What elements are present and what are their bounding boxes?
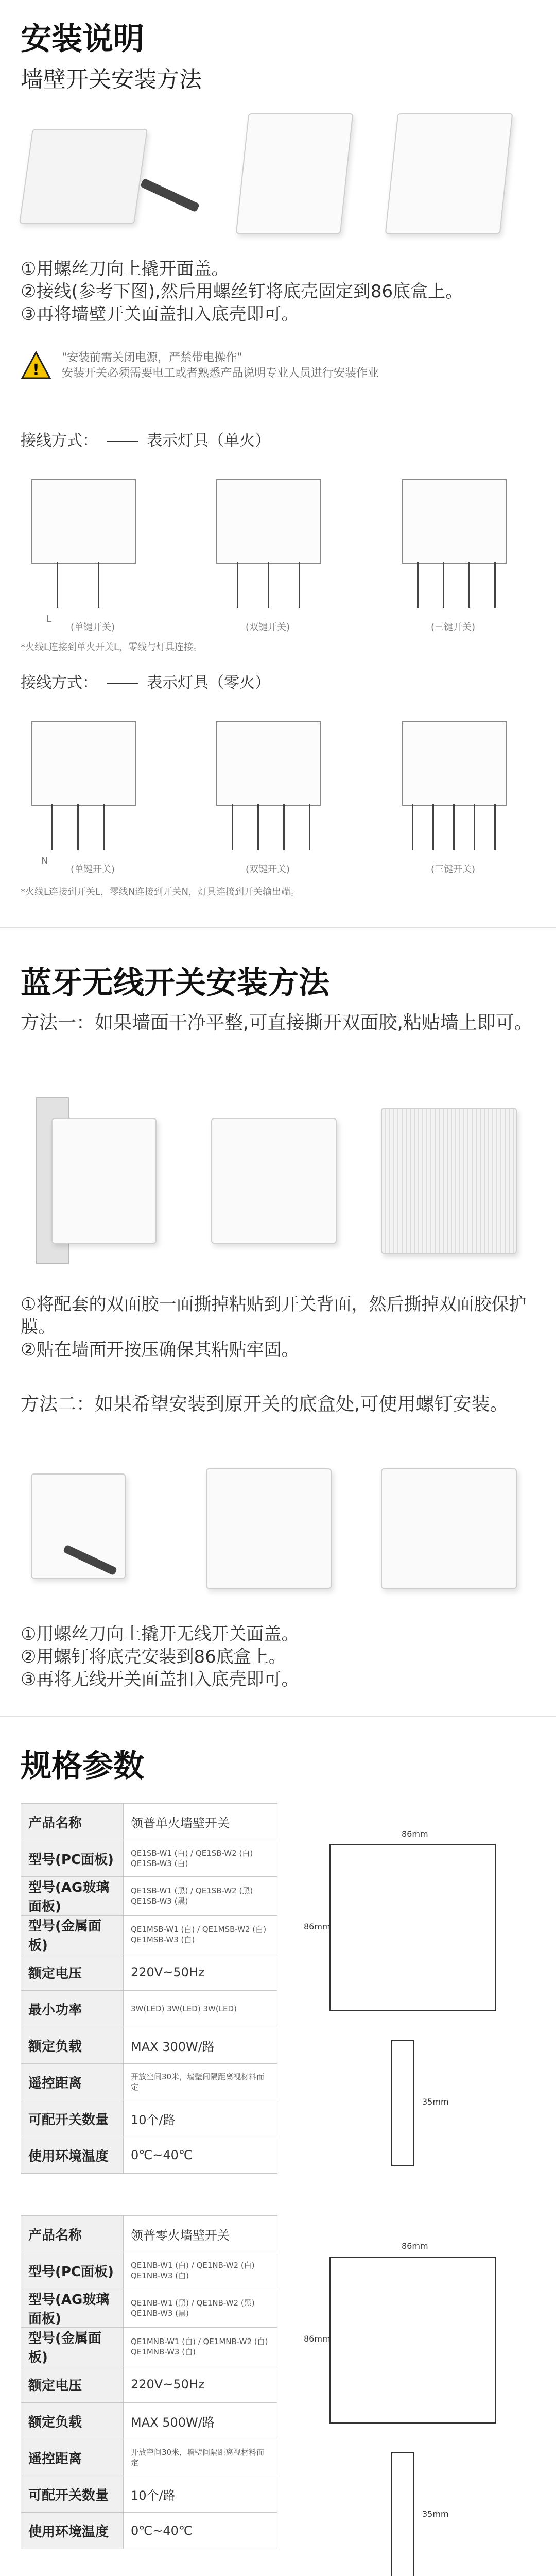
wire — [417, 562, 419, 608]
spec-key: 额定电压 — [21, 1954, 124, 1991]
spec-value: 220V~50Hz — [124, 2366, 277, 2403]
spec-value: 3W(LED) 3W(LED) 3W(LED) — [124, 1991, 277, 2027]
dim-depth: 35mm — [422, 2097, 449, 2107]
warning-text: "安装前需关闭电源，严禁带电操作" 安装开关必须需要电工或者熟悉产品说明专业人员进行安装作业 — [62, 351, 379, 380]
spec-key: 型号(金属面板) — [21, 1916, 124, 1954]
spec-value: QE1NB-W1 (白) / QE1NB-W2 (白) QE1NB-W3 (白) — [124, 2252, 277, 2289]
bt-step: ②贴在墙面开按压确保其粘贴牢固。 — [21, 1340, 299, 1360]
wiring-module-zero-1 — [31, 721, 136, 806]
install-title: 安装说明 — [21, 21, 144, 57]
spec-key: 型号(PC面板) — [21, 2252, 124, 2289]
base-shell-image — [385, 113, 513, 234]
wiring-module-single-2 — [216, 479, 321, 564]
spec-value: MAX 500W/路 — [124, 2403, 277, 2439]
wire — [443, 562, 444, 608]
spec-key: 型号(金属面板) — [21, 2328, 124, 2366]
spec-key: 最小功率 — [21, 1991, 124, 2027]
spec-row — [21, 2328, 277, 2366]
wiring-zero-title: 接线方式： — [21, 674, 98, 692]
spec-value: QE1SB-W1 (黑) / QE1SB-W2 (黑) QE1SB-W3 (黑) — [124, 1877, 277, 1916]
wire-label-n: N — [41, 856, 48, 867]
back-box-image — [206, 1468, 332, 1589]
wire — [51, 804, 53, 850]
wire — [453, 804, 455, 850]
dim-width: 86mm — [402, 1829, 428, 1839]
bt-step: ①将配套的双面胶一面撕掉粘贴到开关背面，然后撕掉双面胶保护膜。 — [21, 1294, 527, 1337]
wiring-zero-legend: 表示灯具（零火） — [147, 674, 271, 692]
spec-key: 型号(PC面板) — [21, 1840, 124, 1877]
spec-value: 10个/路 — [124, 2476, 277, 2513]
spec-key: 可配开关数量 — [21, 2100, 124, 2137]
wiring-single-title: 接线方式： — [21, 432, 98, 450]
spec-key: 产品名称 — [21, 2216, 124, 2252]
bt-method2-steps — [21, 1623, 535, 1691]
spec-row — [21, 1840, 277, 1877]
back-box-image — [236, 113, 354, 234]
wiring-module-single-3 — [402, 479, 507, 564]
wiring-single-diagrams — [21, 464, 535, 634]
divider — [0, 1716, 556, 1717]
screwdriver-icon — [140, 178, 200, 212]
wire — [412, 804, 413, 850]
spec-value: 10个/路 — [124, 2100, 277, 2137]
install-steps — [21, 258, 535, 326]
bt-method1-steps — [21, 1293, 535, 1361]
front-dimension-drawing — [329, 2257, 496, 2424]
install-illustration — [21, 108, 535, 242]
spec-row — [21, 1991, 277, 2027]
dim-depth: 35mm — [422, 2509, 449, 2519]
diagram-label: (三键开关) — [430, 864, 476, 875]
front-dimension-drawing — [329, 1844, 496, 2011]
wiring-zero-header — [21, 670, 270, 692]
wiring-single-header — [21, 428, 270, 450]
wiring-single-note: *火线L连接到单火开关L，零线与灯具连接。 — [21, 642, 203, 653]
spec-key: 型号(AG玻璃面板) — [21, 2289, 124, 2328]
wire — [232, 804, 233, 850]
spec-key: 产品名称 — [21, 1804, 124, 1840]
spec-row — [21, 2403, 277, 2439]
spec-key: 遥控距离 — [21, 2064, 124, 2100]
adhesive-image — [211, 1118, 337, 1244]
spec-key: 使用环境温度 — [21, 2513, 124, 2549]
bt-step: ②用螺钉将底壳安装到86底盒上。 — [21, 1647, 286, 1667]
spec-value: 开放空间30米，墙壁间隔距离视材料而定 — [124, 2439, 277, 2476]
wiring-single-legend: 表示灯具（单火） — [147, 432, 271, 450]
spec-row — [21, 2064, 277, 2100]
svg-text:!: ! — [32, 361, 40, 379]
wiring-module-zero-3 — [402, 721, 507, 806]
wire — [103, 804, 105, 850]
divider — [0, 927, 556, 928]
spec-table-single — [21, 1803, 277, 2174]
dim-height: 86mm — [304, 1922, 331, 1931]
spec-value: 220V~50Hz — [124, 1954, 277, 1991]
dim-height: 86mm — [304, 2334, 331, 2344]
switch-panel-image — [19, 129, 148, 224]
spec-row — [21, 2027, 277, 2064]
spec-key: 遥控距离 — [21, 2439, 124, 2476]
spec-row — [21, 2137, 277, 2174]
side-dimension-drawing — [391, 2452, 414, 2576]
bt-method1-illustration — [21, 1087, 535, 1283]
bt-method2: 方法二：如果希望安装到原开关的底盒处,可使用螺钉安装。 — [21, 1394, 509, 1415]
switch-mounted-image — [381, 1468, 517, 1589]
bt-title: 蓝牙无线开关安装方法 — [21, 965, 329, 1001]
bt-step: ①用螺丝刀向上撬开无线开关面盖。 — [21, 1624, 299, 1645]
spec-value: 开放空间30米，墙壁间隔距离视材料而定 — [124, 2064, 277, 2100]
wire — [432, 804, 434, 850]
lamp-legend-icon — [107, 683, 138, 684]
spec-row — [21, 2252, 277, 2289]
spec-value: 领普单火墙壁开关 — [124, 1804, 277, 1840]
wire — [474, 804, 475, 850]
spec-row — [21, 2100, 277, 2137]
spec-row — [21, 1804, 277, 1840]
wire-label-l: L — [46, 614, 52, 624]
spec-key: 额定负载 — [21, 2027, 124, 2064]
wire — [77, 804, 79, 850]
spec-row — [21, 2476, 277, 2513]
bt-step: ③再将无线开关面盖扣入底壳即可。 — [21, 1669, 299, 1690]
install-subtitle: 墙壁开关安装方法 — [21, 66, 202, 93]
spec-row — [21, 2513, 277, 2549]
wire — [268, 562, 269, 608]
spec-row — [21, 2289, 277, 2328]
wire — [257, 804, 259, 850]
diagram-label: (双键开关) — [245, 864, 290, 875]
spec-row — [21, 2216, 277, 2252]
wire — [494, 804, 496, 850]
spec-key: 可配开关数量 — [21, 2476, 124, 2513]
install-step: ②接线(参考下图),然后用螺丝钉将底壳固定到86底盒上。 — [21, 281, 463, 302]
specs-title: 规格参数 — [21, 1748, 144, 1784]
mounted-switch-image — [381, 1108, 517, 1254]
wire — [309, 804, 310, 850]
spec-value: QE1MNB-W1 (白) / QE1MNB-W2 (白) QE1MNB-W3 (白) — [124, 2328, 277, 2366]
wiring-module-single-1 — [31, 479, 136, 564]
spec-value: QE1NB-W1 (黑) / QE1NB-W2 (黑) QE1NB-W3 (黑) — [124, 2289, 277, 2328]
dim-width: 86mm — [402, 2241, 428, 2251]
install-step: ①用螺丝刀向上撬开面盖。 — [21, 259, 229, 279]
spec-table-zero — [21, 2215, 277, 2549]
warning-icon — [21, 350, 51, 381]
wiring-zero-note: *火线L连接到开关L，零线N连接到开关N，灯具连接到开关输出端。 — [21, 887, 300, 897]
wire — [494, 562, 496, 608]
spec-value: MAX 300W/路 — [124, 2027, 277, 2064]
diagram-label: (双键开关) — [245, 622, 290, 633]
switch-back-image — [51, 1118, 157, 1244]
wire — [237, 562, 238, 608]
spec-value: QE1SB-W1 (白) / QE1SB-W2 (白) QE1SB-W3 (白) — [124, 1840, 277, 1877]
spec-value: QE1MSB-W1 (白) / QE1MSB-W2 (白) QE1MSB-W3 (白) — [124, 1916, 277, 1954]
wire — [283, 804, 285, 850]
diagram-label: (单键开关) — [70, 864, 115, 875]
lamp-legend-icon — [107, 441, 138, 442]
side-dimension-drawing — [391, 2040, 414, 2166]
diagram-label: (单键开关) — [70, 622, 115, 633]
spec-row — [21, 1916, 277, 1954]
spec-key: 型号(AG玻璃面板) — [21, 1877, 124, 1916]
bt-method2-illustration — [21, 1458, 535, 1602]
spec-row — [21, 1877, 277, 1916]
spec-row — [21, 2366, 277, 2403]
spec-value: 0℃~40℃ — [124, 2137, 277, 2174]
diagram-label: (三键开关) — [430, 622, 476, 633]
bt-method1: 方法一：如果墙面干净平整,可直接撕开双面胶,粘贴墙上即可。 — [21, 1012, 533, 1033]
wire — [57, 562, 58, 608]
spec-key: 使用环境温度 — [21, 2137, 124, 2174]
switch-panel-image — [31, 1473, 126, 1579]
spec-key: 额定负载 — [21, 2403, 124, 2439]
install-step: ③再将墙壁开关面盖扣入底壳即可。 — [21, 304, 299, 325]
wiring-module-zero-2 — [216, 721, 321, 806]
wiring-zero-diagrams — [21, 706, 535, 876]
spec-row — [21, 2439, 277, 2476]
wire — [299, 562, 300, 608]
spec-value: 0℃~40℃ — [124, 2513, 277, 2549]
spec-key: 额定电压 — [21, 2366, 124, 2403]
wire — [468, 562, 470, 608]
spec-value: 领普零火墙壁开关 — [124, 2216, 277, 2252]
spec-row — [21, 1954, 277, 1991]
wire — [98, 562, 99, 608]
